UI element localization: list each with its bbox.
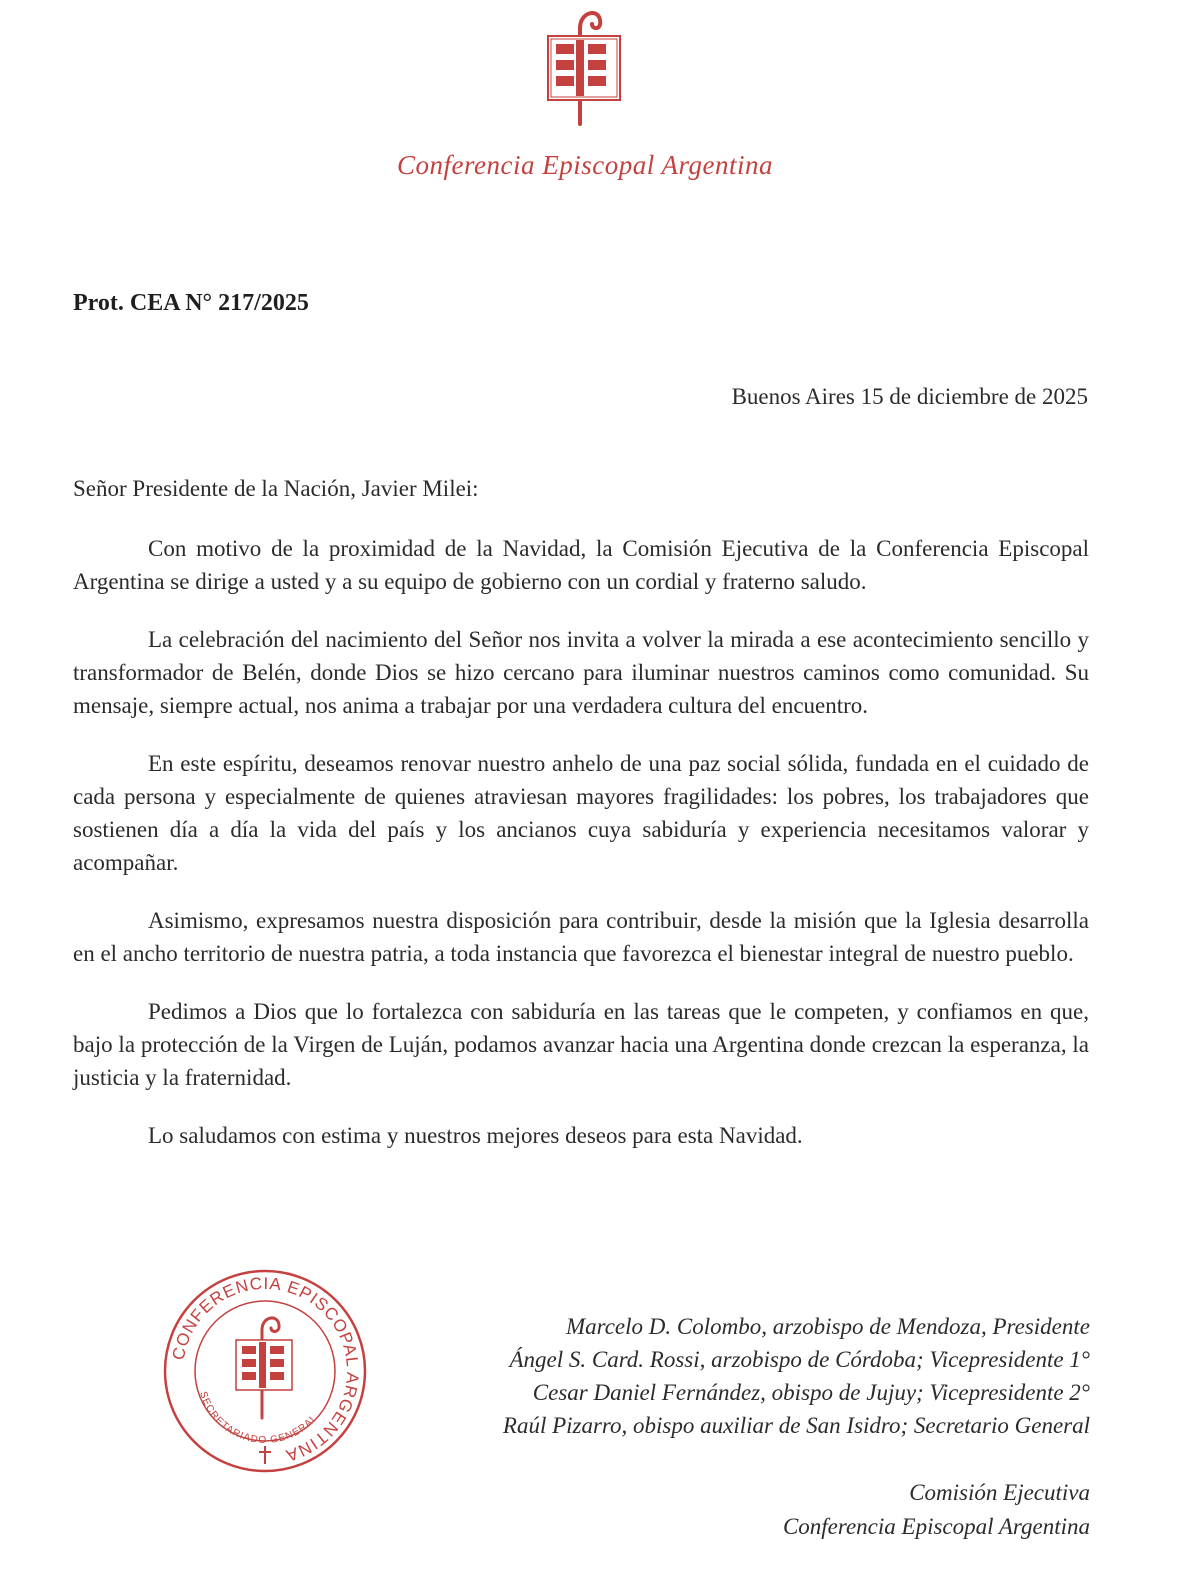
conference-name: Conferencia Episcopal Argentina bbox=[782, 1514, 1090, 1539]
official-seal bbox=[162, 1268, 368, 1474]
letter-body bbox=[73, 532, 1089, 1177]
protocol-number: Prot. CEA N° 217/2025 bbox=[73, 290, 309, 316]
organization-name: Conferencia Episcopal Argentina bbox=[397, 150, 773, 180]
letter-date: Buenos Aires 15 de diciembre de 2025 bbox=[731, 384, 1088, 409]
svg-text:SECRETARIADO GENERAL bbox=[197, 1390, 320, 1446]
episcopal-logo bbox=[540, 6, 630, 128]
signatory: Ángel S. Card. Rossi, arzobispo de Córdoba; Vicepresidente 1° bbox=[509, 1347, 1090, 1372]
paragraph: La celebración del nacimiento del Señor nos invita a volver la mirada a ese acontecimiento sencillo y transformador de Belén, donde Dios se hizo cercano para iluminar nuestros caminos como comunidad. Su mensaje, siempre actual, nos anima a trabajar por una verdadera cultura del encuentro. bbox=[73, 627, 1089, 718]
signatory: Raúl Pizarro, obispo auxiliar de San Isidro; Secretario General bbox=[502, 1413, 1090, 1438]
paragraph: Asimismo, expresamos nuestra disposición para contribuir, desde la misión que la Iglesia desarrolla en el ancho territorio de nuestra patria, a toda instancia que favorezca el bienestar integral de nuestro pueblo. bbox=[73, 908, 1089, 966]
signatory: Cesar Daniel Fernández, obispo de Jujuy; Vicepresidente 2° bbox=[532, 1380, 1090, 1405]
seal-outer-text: CONFERENCIA EPISCOPAL ARGENTINA bbox=[168, 1273, 363, 1466]
committee-signature bbox=[783, 1476, 1090, 1544]
paragraph: Con motivo de la proximidad de la Navidad, la Comisión Ejecutiva de la Conferencia Episcopal Argentina se dirige a usted y a su equipo de gobierno con un cordial y fraterno saludo. bbox=[73, 536, 1089, 594]
paragraph: Lo saludamos con estima y nuestros mejores deseos para esta Navidad. bbox=[148, 1123, 803, 1148]
signatories-list bbox=[503, 1310, 1090, 1442]
committee-name: Comisión Ejecutiva bbox=[909, 1480, 1090, 1505]
paragraph: En este espíritu, deseamos renovar nuestro anhelo de una paz social sólida, fundada en el cuidado de cada persona y especialmente de quienes atraviesan mayores fragilidades: los pobres, los trabajadores que sostienen día a día la vida del país y los ancianos cuya sabiduría y experiencia necesitamos valorar y acompañar. bbox=[73, 751, 1089, 875]
signatory: Marcelo D. Colombo, arzobispo de Mendoza, Presidente bbox=[565, 1314, 1090, 1339]
seal-inner-text: SECRETARIADO GENERAL bbox=[197, 1390, 321, 1447]
salutation: Señor Presidente de la Nación, Javier Milei: bbox=[73, 476, 479, 501]
paragraph: Pedimos a Dios que lo fortalezca con sabiduría en las tareas que le competen, y confiamos en que, bajo la protección de la Virgen de Luján, podamos avanzar hacia una Argentina donde crezcan la esperanza, la justicia y la fraternidad. bbox=[73, 999, 1089, 1090]
